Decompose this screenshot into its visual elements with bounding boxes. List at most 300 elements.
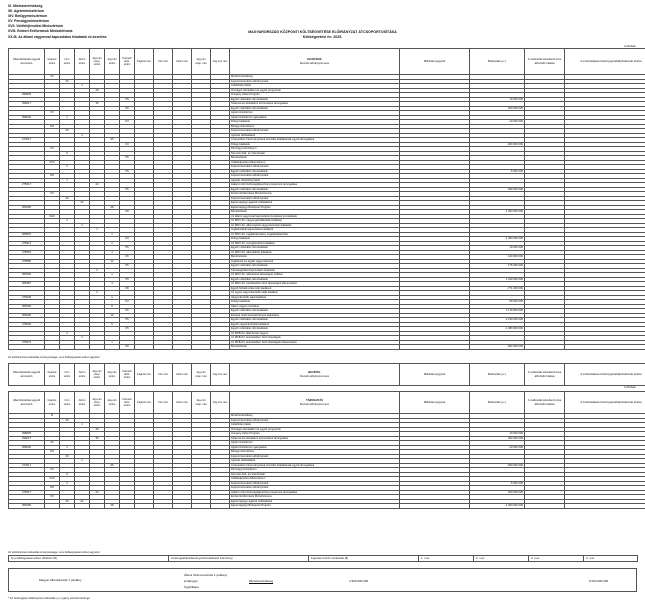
- cell-name: Beruházások: [230, 345, 400, 350]
- cell-k: K5: [120, 169, 135, 174]
- cell-c: 7: [60, 178, 75, 183]
- cell-name: Ingatlanok és egyéb vagyonelemek: [230, 259, 400, 264]
- cell-jc: 12: [105, 259, 120, 264]
- cell-name: Az MNV Zrt. vagyongazdálkodási feladatai: [230, 219, 400, 224]
- cell-amt: -1 219 000 000: [470, 318, 525, 323]
- cell-name: Fejezeti kezelésű előirányzatok: [230, 174, 400, 179]
- cell-jc: 65: [105, 138, 120, 143]
- empty-cell: [154, 345, 173, 350]
- cell-k: K5: [120, 156, 135, 161]
- cell-id: 355335: [9, 273, 45, 278]
- cell-name: Az egyes vagyonkezelők saját kiadásai: [230, 291, 400, 296]
- header-cell: Alcím név: [173, 392, 192, 414]
- cell-id: 375885: [9, 259, 45, 264]
- cell-name: Egészségügyi Budapest Program: [230, 504, 400, 509]
- cell-a: 1: [75, 223, 90, 228]
- cell-name: Miniszterelnökség: [230, 75, 400, 80]
- header-cell: Módosítás (+/-): [470, 49, 525, 75]
- header-cell: Jog-cím csop. név: [192, 392, 211, 414]
- section-title: TÁMOGATÁS: [305, 399, 324, 403]
- cell-jc: 4: [105, 250, 120, 255]
- cell-jc: 28: [105, 205, 120, 210]
- audit-copy-label: Állami Számvevőszék 1 példány: [184, 573, 228, 577]
- cell-name: Agrárminisztérium igazgatása: [230, 445, 400, 450]
- cell-name: Szakmai és társadalmi szervezetek támogatása: [230, 102, 400, 107]
- cell-name: Dologi kiadások: [230, 300, 400, 305]
- cell-c: 6: [60, 151, 75, 156]
- cell-name: Fejezeti kezelésű előirányzatok: [230, 165, 400, 170]
- header-cell: Alcím név: [173, 364, 192, 386]
- cell-c: 20: [60, 129, 75, 134]
- cell-jc: 1: [105, 295, 120, 300]
- cell-name: Egyéb működési célú kiadások: [230, 246, 400, 251]
- header-cell: Fejezet név: [135, 364, 154, 386]
- cell-name: Egyéb működési célú kiadások: [230, 327, 400, 332]
- cell-name: Országos társadalmi és egyéb programok: [230, 427, 400, 432]
- cell-a: 1: [75, 84, 90, 89]
- cell-c: 20: [60, 418, 75, 423]
- empty-cell: [525, 345, 565, 350]
- cell-amt: 175 000 000: [470, 264, 525, 269]
- empty-cell: [400, 504, 470, 509]
- header-cell: Fejezet szám: [45, 392, 60, 414]
- header-cell: A módosítás következő évre áthúzódó hatása: [525, 364, 565, 386]
- cell-name: Az MNV Zrt. által kezelt társaságok pótlása: [230, 273, 400, 278]
- cell-amt: 10 000 000: [470, 97, 525, 102]
- cell-name: Dologi kiadások: [230, 120, 400, 125]
- cell-name: Nemzeti Adó- és Vámhivatal: [230, 151, 400, 156]
- cell-jcs: [90, 345, 105, 350]
- cell-id: 355290: [9, 313, 45, 318]
- cell-name: Fejezeti kezelésű előirányzatok: [230, 486, 400, 491]
- approver-label: jóváhagyó: [184, 579, 198, 583]
- cell-amt: 80 000 000: [470, 300, 525, 305]
- cell-c: 1: [60, 115, 75, 120]
- cell-name: Dologi kiadások: [230, 237, 400, 242]
- cell-k: K6: [120, 255, 135, 260]
- cell-jc: 1: [105, 232, 120, 237]
- header-cell: Jog-cím csop. szám: [90, 49, 105, 75]
- cell-jcs: 2: [90, 268, 105, 273]
- cell-id: 375913: [9, 241, 45, 246]
- header-cell: Működési jegyzék: [400, 392, 470, 414]
- header-cell: Alcím szám: [75, 364, 90, 386]
- cell-id: 355295: [9, 205, 45, 210]
- footer-row: [9, 556, 638, 562]
- header-cell: Államháztartási egyedi azonosító: [9, 392, 45, 414]
- cell-name: Ágazati célfeladatok: [230, 459, 400, 464]
- cell-id: 355299: [9, 304, 45, 309]
- header-cell: Módosítás (+/-): [470, 392, 525, 414]
- header-cell: Fejezet szám: [45, 364, 60, 386]
- cell-id: 375636: [9, 322, 45, 327]
- unit-note: forintban: [624, 44, 636, 48]
- cell-f: XVII: [45, 477, 60, 482]
- cell-name: Az MFB Zrt. kezelésében lévő társaságok: [230, 336, 400, 341]
- cell-amt: 300 000 000: [470, 490, 525, 495]
- cell-name: Állami vagyon kezelése: [230, 304, 400, 309]
- cell-k: K5: [120, 327, 135, 332]
- document-title: MAGYARORSZÁG KÖZPONTI KÖLTSÉGVETÉSE ELŐIRÁNYZAT ÁTCSOPORTOSÍTÁSA: [248, 30, 397, 34]
- validity-note: Az előirányzat-módosítás érvényessége: a) a költségvetési évben egyszer: [8, 355, 100, 359]
- cell-jcs: 22: [90, 490, 105, 495]
- header-cell-section: [230, 364, 400, 386]
- cell-name: Fejezeti kezelésű előirányzatok: [230, 481, 400, 486]
- cell-name: Pénzügyminisztérium: [230, 468, 400, 473]
- footer-cell: A támogató/kezdeményező/rendelkező intézmény: [169, 556, 309, 562]
- cell-f: XII: [45, 441, 60, 446]
- header-cell: Kiemelt előir. szám: [120, 392, 135, 414]
- header-cell: A módosítással érintett jogszabály/határozat száma: [565, 49, 645, 75]
- header-cell: Fejezet név: [135, 49, 154, 75]
- cell-f: XVII: [45, 160, 60, 165]
- cell-name: Pénzügyminisztérium: [230, 147, 400, 152]
- header-cell: Cím szám: [60, 364, 75, 386]
- cell-c: 20: [60, 454, 75, 459]
- table-row: [9, 345, 645, 350]
- cell-name: Fejezeti kezelésű előirányzatok: [230, 129, 400, 134]
- footer-cell: Fejezetet érintő módosítás (8): [309, 556, 419, 562]
- cell-k: K3: [120, 237, 135, 242]
- cell-k: K5: [120, 246, 135, 251]
- cell-id: 395835: [9, 432, 45, 437]
- header-cell: Alcím név: [173, 49, 192, 75]
- cell-k: K3: [120, 300, 135, 305]
- header-cell: Jog-cím szám: [105, 364, 120, 386]
- cell-id: 375653: [9, 250, 45, 255]
- cell-name: Hungary Helps Program: [230, 432, 400, 437]
- cell-c: 1: [60, 219, 75, 224]
- cell-k: K8: [120, 210, 135, 215]
- cell-jc: 28: [105, 504, 120, 509]
- cell-a: 22: [75, 499, 90, 504]
- cell-name: Egészségügyi Budapest Program: [230, 205, 400, 210]
- header-cell: Kiemelt előirányzat neve: [299, 402, 330, 406]
- cell-k: K3: [120, 120, 135, 125]
- cell-c: 2: [60, 481, 75, 486]
- footer-table: [8, 555, 638, 562]
- cell-a: [75, 504, 90, 509]
- cell-amt: 10 000 000: [470, 246, 525, 251]
- cell-amt: -302 000 000: [470, 345, 525, 350]
- cell-amt: -10 000 000: [470, 445, 525, 450]
- cell-name: Miniszterelnökség: [230, 414, 400, 419]
- cell-id: 375073: [9, 340, 45, 345]
- cell-k: [120, 504, 135, 509]
- cell-name: Az MNV Zrt. által végzett vagyonkezelési feladatok: [230, 223, 400, 228]
- cell-c: 6: [60, 472, 75, 477]
- cell-jcs: [90, 504, 105, 509]
- cell-jc: 1: [105, 340, 120, 345]
- cell-c: 20: [60, 499, 75, 504]
- cell-f: XIX: [45, 486, 60, 491]
- revenue-table: [8, 363, 645, 386]
- cell-name: Beruházások: [230, 255, 400, 260]
- cell-name: Ágazati célfeladatok: [230, 133, 400, 138]
- cell-name: Dologi kiadások: [230, 142, 400, 147]
- table-header-row: [9, 49, 645, 75]
- copies-total: 4 950 000 000: [349, 579, 369, 583]
- header-cell: Működési jegyzék: [400, 364, 470, 386]
- header-cell-section: [230, 392, 400, 414]
- cell-k: K5: [120, 106, 135, 111]
- cell-name: Agrárminisztérium igazgatása: [230, 115, 400, 120]
- cell-jc: 5: [105, 322, 120, 327]
- cell-amt: 140 000 000: [470, 255, 525, 260]
- empty-cell: [192, 504, 211, 509]
- cell-a: 1: [75, 336, 90, 341]
- cell-jc: 1: [105, 273, 120, 278]
- cell-name: Társaságokkal kapcsolatos kiadások: [230, 268, 400, 273]
- cell-name: A települési önkormányzatok szociális feladatainak egyéb támogatása: [230, 463, 400, 468]
- cell-id: 396017: [9, 436, 45, 441]
- cell-name: Szakmai és társadalmi szervezetek támogatása: [230, 436, 400, 441]
- cell-name: Vagyonkezelők saját kiadásai: [230, 295, 400, 300]
- header-cell: Fejezet név: [135, 392, 154, 414]
- cell-k: K8: [120, 286, 135, 291]
- expenditure-rows: [9, 75, 645, 350]
- cell-name: Ágazati célelőirányzatok: [230, 178, 400, 183]
- cell-name: Emberi Erőforrások Minisztériuma: [230, 495, 400, 500]
- cell-c: 20: [60, 196, 75, 201]
- cell-name: Egészségügyi ágazati célfeladatok: [230, 201, 400, 206]
- cell-amt: -1 300 000 000: [470, 210, 525, 215]
- cell-amt: -5 000 000: [470, 481, 525, 486]
- footer-cell: 4. n.év: [584, 556, 638, 562]
- cell-jc: 2: [105, 241, 120, 246]
- bottom-note: * Az összeg(ek) előirányzat-módosítás (+/-) igény szerinti összege: [8, 596, 90, 600]
- header-cell: A módosítással érintett jogszabály/határozat száma: [565, 392, 645, 414]
- cell-amt: -771 000 000: [470, 286, 525, 291]
- cell-f: XX: [45, 192, 60, 197]
- cell-f: XV: [45, 147, 60, 152]
- cell-a: 1: [75, 133, 90, 138]
- empty-cell: [211, 345, 230, 350]
- header-cell: Kiemelt előirányzat neve: [299, 61, 330, 65]
- cell-name: Az MFB Zrt. által kezelt vagyon: [230, 331, 400, 336]
- empty-cell: [135, 504, 154, 509]
- cell-jc: 8: [105, 304, 120, 309]
- cell-name: Az MNV Zrt. ingatlankezelési, ingatlanfejlesztési: [230, 232, 400, 237]
- cell-name: Egyéb működési célú kiadások: [230, 309, 400, 314]
- cell-jcs: 1: [90, 228, 105, 233]
- table-row: [9, 504, 645, 509]
- header-cell: Cím név: [154, 364, 173, 386]
- cell-name: Határon túli közösségfejlesztési programok támogatása: [230, 490, 400, 495]
- empty-cell: [525, 504, 565, 509]
- empty-cell: [173, 504, 192, 509]
- header-cell: Cím szám: [60, 392, 75, 414]
- ministry-line: XVII. Vidékfejlesztési Minisztérium: [8, 24, 64, 29]
- header-cell: Kiemelt előir. szám: [120, 49, 135, 75]
- cell-amt: -10 000 000: [470, 120, 525, 125]
- header-cell: Államháztartási egyedi azonosító: [9, 364, 45, 386]
- treasury-copy-label: Magyar Államkincstár 1 példány: [39, 578, 82, 582]
- cell-name: Országos társadalmi és egyéb programok: [230, 88, 400, 93]
- ministry-line: XX-III. Az állami vagyonnal kapcsolatos feladatok és kezelése: [8, 34, 107, 39]
- header-cell: Jog-cím szám: [105, 392, 120, 414]
- cell-k: K5: [120, 187, 135, 192]
- header-cell: Jog-cím név: [211, 364, 230, 386]
- cell-id: 355295: [9, 504, 45, 509]
- header-cell: Alcím szám: [75, 392, 90, 414]
- cell-f: XV: [45, 111, 60, 116]
- cell-c: 2: [60, 165, 75, 170]
- cell-f: XIV: [45, 450, 60, 455]
- document-subtitle: Költségvetési év: 2025.: [302, 35, 343, 39]
- cell-name: Egyéb felhalmozási célú kiadások: [230, 286, 400, 291]
- empty-cell: [565, 345, 645, 350]
- footer-cell: 1. n.év: [419, 556, 474, 562]
- cell-f: XIX: [45, 174, 60, 179]
- cell-name: Egyéb működési célú kiadások: [230, 187, 400, 192]
- cell-name: Egyéb vagyonkezelési kiadások: [230, 322, 400, 327]
- cell-amt: 1 179 840 000: [470, 309, 525, 314]
- cell-name: Fejezeti kezelésű előirányzatok: [230, 454, 400, 459]
- cell-amt: -300 000 000: [470, 142, 525, 147]
- cell-c: [60, 345, 75, 350]
- header-cell: A módosítás következő évre áthúzódó hatása: [525, 392, 565, 414]
- cell-amt: -5 000 000: [470, 169, 525, 174]
- cell-amt: 10 000 000: [470, 432, 525, 437]
- support-rows: [9, 414, 645, 509]
- cell-name: Belügyminisztérium: [230, 124, 400, 129]
- cell-name: Az MFB Zrt. kezelésében lévő társaságok tőkeemelése: [230, 340, 400, 345]
- cell-k: K5: [120, 277, 135, 282]
- cell-a: 1: [75, 423, 90, 428]
- cell-f: XVI: [45, 124, 60, 129]
- empty-cell: [173, 345, 192, 350]
- header-cell: Jog-cím csop. szám: [90, 392, 105, 414]
- section-title: KIADÁSOK: [307, 58, 322, 62]
- cell-name: Agrárminisztérium: [230, 111, 400, 116]
- cell-id: 358240: [9, 115, 45, 120]
- cell-c: [60, 504, 75, 509]
- header-cell: Alcím szám: [75, 49, 90, 75]
- grand-total: 5 000 000 000: [589, 579, 609, 583]
- cell-f: [45, 504, 60, 509]
- cell-k: K5: [120, 318, 135, 323]
- cell-name: Egészségügyi ágazati célfeladatok: [230, 499, 400, 504]
- cell-name: Az állami vagyonnal kapcsolatos bevételek és kiadások: [230, 214, 400, 219]
- cell-id: 396017: [9, 102, 45, 107]
- cell-name: Határon túli közösségfejlesztési programok támogatása: [230, 183, 400, 188]
- header-cell: A módosítással érintett jogszabály/határozat száma: [565, 364, 645, 386]
- cell-name: Egyéb működési célú kiadások: [230, 97, 400, 102]
- header-cell: Jog-cím csop. név: [192, 49, 211, 75]
- empty-cell: [211, 504, 230, 509]
- table-header-row: [9, 364, 645, 386]
- cell-amt: -300 000 000: [470, 463, 525, 468]
- cell-name: Egyéb működési célú kiadások: [230, 169, 400, 174]
- cell-c: 20: [60, 79, 75, 84]
- cell-amt: -1 300 000 000: [470, 237, 525, 242]
- ministry-line: IX. Miniszterelnökség: [8, 4, 43, 8]
- cell-id: 274617: [9, 138, 45, 143]
- cell-id: 275617: [9, 490, 45, 495]
- header-cell: Kiemelt előirányzat neve: [299, 374, 330, 378]
- cell-jc: 4: [105, 282, 120, 287]
- cell-name: Fejezeti kezelésű előirányzatok: [230, 418, 400, 423]
- cell-jc: [105, 345, 120, 350]
- cell-k: K3: [120, 142, 135, 147]
- cell-name: Egyéb működési célú kiadások: [230, 318, 400, 323]
- cell-f: XX: [45, 495, 60, 500]
- expenditure-table: [8, 48, 645, 350]
- cell-f: XII: [45, 75, 60, 80]
- cell-id: [9, 345, 45, 350]
- header-cell: Kiemelt előir. szám: [120, 364, 135, 386]
- header-cell: Cím név: [154, 49, 173, 75]
- header-cell: Cím szám: [60, 49, 75, 75]
- ministry-line: XIV. Belügyminisztérium: [8, 14, 48, 19]
- cell-name: Vidékfejlesztési Minisztérium: [230, 160, 400, 165]
- header-cell: Fejezet szám: [45, 49, 60, 75]
- footer-cell: 2. n.év: [474, 556, 529, 562]
- header-cell: Cím név: [154, 392, 173, 414]
- header-cell: Jog-cím szám: [105, 49, 120, 75]
- cell-name: Az MNV Zrt. által ellátott feladatok: [230, 250, 400, 255]
- cell-name: Agrárminisztérium: [230, 441, 400, 446]
- cell-name: Európai uniós követelmények teljesítése: [230, 313, 400, 318]
- cell-jcs: 3: [90, 291, 105, 296]
- issuer-label: Ügyfélkapu: [184, 585, 200, 589]
- empty-cell: [400, 345, 470, 350]
- cell-jcs: 22: [90, 183, 105, 188]
- footer-cell: b) a költségvetési évben többször (8): [9, 556, 169, 562]
- header-cell: Jog-cím csop. név: [192, 364, 211, 386]
- cell-amt: 300 000 000: [470, 106, 525, 111]
- cell-id: 274617: [9, 463, 45, 468]
- ministry-line: XII. Agrárminisztérium: [8, 9, 44, 14]
- signature-block: [8, 568, 637, 592]
- cell-k: K8: [120, 345, 135, 350]
- cell-name: Ingatlanokkal kapcsolatos kiadások: [230, 228, 400, 233]
- cell-id: 375648: [9, 295, 45, 300]
- header-cell: Jog-cím név: [211, 49, 230, 75]
- cell-f: [45, 345, 60, 350]
- empty-cell: [154, 504, 173, 509]
- cell-f: XI: [45, 414, 60, 419]
- cell-id: 365876: [9, 232, 45, 237]
- table-header-row: [9, 392, 645, 414]
- cell-jc: 10: [105, 313, 120, 318]
- cell-amt: 1 440 000 000: [470, 277, 525, 282]
- cell-name: Beruházások: [230, 210, 400, 215]
- cell-c: 1: [60, 445, 75, 450]
- cell-name: Egyéb működési célú kiadások: [230, 264, 400, 269]
- document-title-block: [0, 30, 645, 40]
- cell-amt: -1 380 000 000: [470, 327, 525, 332]
- cell-a: 1: [75, 459, 90, 464]
- cell-f: XLIII: [45, 214, 60, 219]
- header-cell: Működési jegyzék: [400, 49, 470, 75]
- header-cell: A módosítás következő évre áthúzódó hatása: [525, 49, 565, 75]
- cell-id: 275617: [9, 183, 45, 188]
- cell-name: Fejezeti kezelésű előirányzatok: [230, 196, 400, 201]
- cell-name: Belügyminisztérium: [230, 450, 400, 455]
- cell-name: Vidékfejlesztési Minisztérium: [230, 477, 400, 482]
- section-title: BEVÉTEL: [308, 371, 321, 375]
- ministry-line: XV. Pénzügyminisztérium: [8, 19, 49, 24]
- header-cell-section: [230, 49, 400, 75]
- unit-note: forintban: [624, 385, 636, 389]
- ministry-line: XVIII. Emberi Erőforrások Minisztériuma: [8, 29, 73, 34]
- cell-jcs: 35: [90, 102, 105, 107]
- header-cell: Államháztartási egyedi azonosító: [9, 49, 45, 75]
- empty-cell: [565, 504, 645, 509]
- cell-f: XV: [45, 468, 60, 473]
